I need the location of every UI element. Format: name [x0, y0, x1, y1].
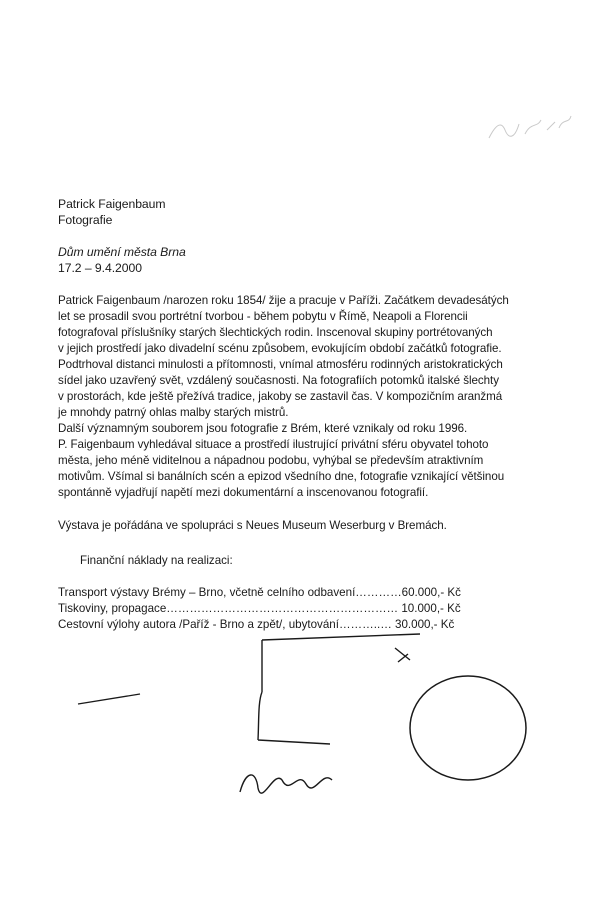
body-line: spontánně vyjadřují napětí mezi dokumentární a inscenovanou fotografií.: [58, 486, 429, 499]
document-subtitle: Fotografie: [58, 213, 113, 227]
body-line: sídel jako uzavřený svět, vzdálený současnosti. Na fotografiích potomků italské šlechty: [58, 374, 499, 387]
body-line: Další významným souborem jsou fotografie z Brém, které vznikaly od roku 1996.: [58, 422, 468, 435]
body-line: motivům. Všímal si banálních scén a epizod všedního dne, fotografie vznikající většinou: [58, 470, 505, 483]
body-line: v jejich prostředí jako divadelní scénu způsobem, evokujícím období začátků fotografie.: [58, 342, 502, 355]
handwritten-signature: Faigenbaum: [267, 639, 431, 675]
exhibition-dates: 17.2 – 9.4.2000: [58, 261, 142, 275]
costs-title: Finanční náklady na realizaci:: [80, 554, 233, 567]
handwritten-signature-block: [0, 620, 600, 880]
cost-line-transport: Transport výstavy Brémy – Brno, včetně celního odbavení…………60.000,- Kč: [58, 586, 461, 599]
body-line: let se prosadil svou portrétní tvorbou - během pobytu v Římě, Neapoli a Florencii: [58, 310, 468, 323]
exhibition-note: Výstava je pořádána ve spolupráci s Neues Museum Weserburg v Bremách.: [58, 519, 447, 532]
handwritten-bottom-note: Brno jen Brno: [346, 751, 505, 790]
handwritten-date: 16.4.: [430, 703, 516, 744]
body-line: Podtrhoval distanci minulosti a přítomnosti, vnímal atmosféru rodinných aristokratických: [58, 358, 503, 371]
corner-pencil-scribble: [485, 108, 575, 148]
body-line: Patrick Faigenbaum /narozen roku 1854/ žije a pracuje v Paříži. Začátkem devadesátých: [58, 294, 509, 307]
body-line: je mnohdy patrný ohlas malby starých mistrů.: [58, 406, 289, 419]
venue-name: Dům umění města Brna: [58, 245, 186, 259]
body-line: P. Faigenbaum vyhledával situace a prostředí ilustrující privátní sféru obyvatel tohoto: [58, 438, 489, 451]
handwritten-left-mark: Hello: [80, 687, 140, 712]
body-line: města, jeho méně viditelnou a nápadnou podobu, vyhýbal se především atraktivním: [58, 454, 484, 467]
artist-name: Patrick Faigenbaum: [58, 197, 166, 211]
body-line: v prostorách, kde ještě přežívá tradice, jakoby se zastavil čas. V kompozičním aranžmá: [58, 390, 503, 403]
handwritten-fotografie: fotografie: [267, 669, 419, 720]
body-line: fotografoval příslušníky starých šlechtických rodin. Inscenoval skupiny portrétovaných: [58, 326, 493, 339]
cost-line-printing: Tiskoviny, propagace…………………………………………………… 10.000,- Kč: [58, 602, 461, 615]
cost-line-travel: Cestovní výlohy autora /Paříž - Brno a zpět/, ubytování………..… 30.000,- Kč: [58, 618, 455, 631]
